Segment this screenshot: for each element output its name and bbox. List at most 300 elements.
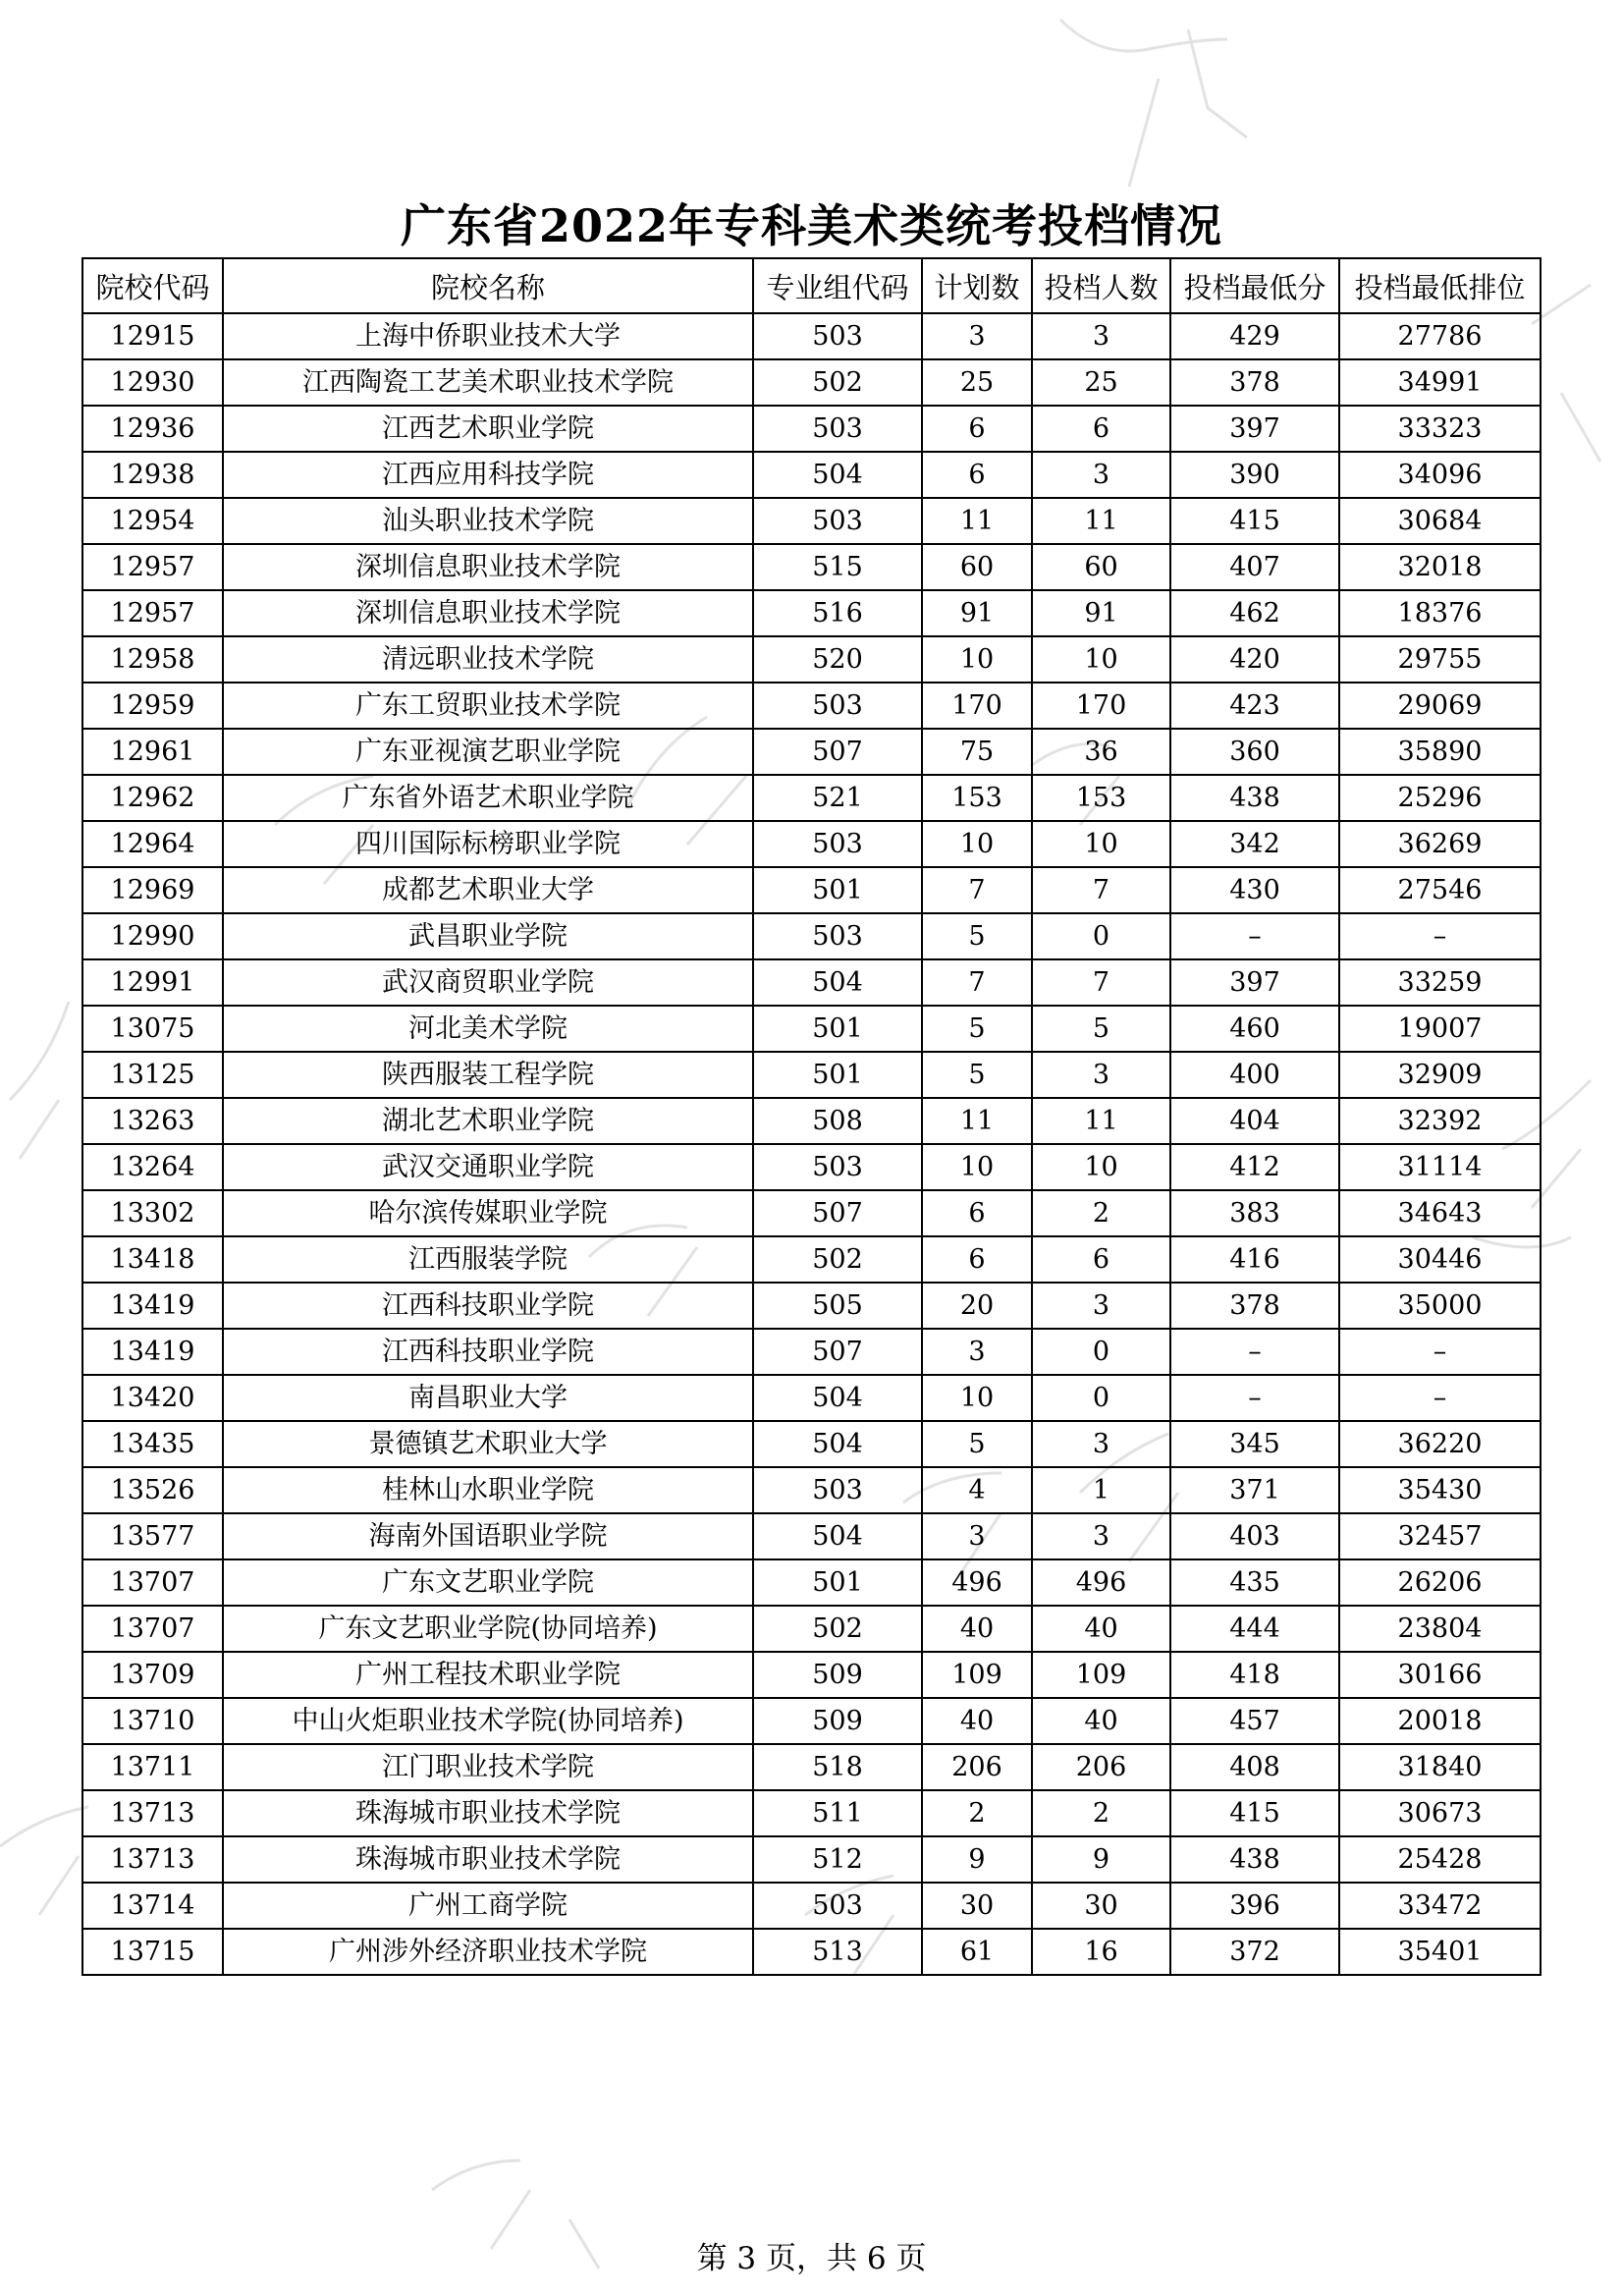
min-rank: 33323 <box>1339 406 1541 452</box>
group-code: 503 <box>753 1144 922 1190</box>
admitted-count: 11 <box>1032 498 1170 544</box>
admitted-count: 11 <box>1032 1098 1170 1144</box>
page-footer: 第 3 页，共 6 页 <box>696 2241 927 2276</box>
plan-count: 10 <box>922 821 1032 867</box>
school-name: 深圳信息职业技术学院 <box>223 590 753 636</box>
plan-count: 6 <box>922 1236 1032 1283</box>
plan-count: 170 <box>922 683 1032 729</box>
min-rank: – <box>1339 913 1541 959</box>
table-row <box>82 1513 1541 1559</box>
admitted-count: 40 <box>1032 1606 1170 1652</box>
school-code: 12954 <box>82 498 223 544</box>
group-code: 505 <box>753 1283 922 1329</box>
plan-count: 75 <box>922 729 1032 775</box>
header-min-score: 投档最低分 <box>1170 258 1339 313</box>
admitted-count: 153 <box>1032 775 1170 821</box>
min-score: 403 <box>1170 1513 1339 1559</box>
plan-count: 10 <box>922 636 1032 683</box>
school-code: 13713 <box>82 1836 223 1883</box>
min-score: 372 <box>1170 1929 1339 1975</box>
plan-count: 7 <box>922 867 1032 913</box>
admitted-count: 3 <box>1032 1513 1170 1559</box>
min-rank: 32909 <box>1339 1052 1541 1098</box>
plan-count: 91 <box>922 590 1032 636</box>
min-score: 342 <box>1170 821 1339 867</box>
min-score: – <box>1170 1375 1339 1421</box>
school-name: 江西科技职业学院 <box>223 1329 753 1375</box>
table-row <box>82 729 1541 775</box>
school-code: 13526 <box>82 1467 223 1513</box>
school-code: 13707 <box>82 1606 223 1652</box>
min-score: 397 <box>1170 406 1339 452</box>
min-rank: 35401 <box>1339 1929 1541 1975</box>
min-rank: 31114 <box>1339 1144 1541 1190</box>
plan-count: 2 <box>922 1790 1032 1836</box>
school-code: 12930 <box>82 359 223 406</box>
min-score: 408 <box>1170 1744 1339 1790</box>
table-body <box>82 313 1541 1975</box>
min-score: 378 <box>1170 359 1339 406</box>
plan-count: 3 <box>922 313 1032 359</box>
school-name: 成都艺术职业大学 <box>223 867 753 913</box>
group-code: 509 <box>753 1698 922 1744</box>
school-code: 13075 <box>82 1006 223 1052</box>
plan-count: 3 <box>922 1329 1032 1375</box>
min-score: 460 <box>1170 1006 1339 1052</box>
table-row <box>82 1467 1541 1513</box>
group-code: 515 <box>753 544 922 590</box>
school-code: 12990 <box>82 913 223 959</box>
school-name: 清远职业技术学院 <box>223 636 753 683</box>
min-rank: 30684 <box>1339 498 1541 544</box>
min-rank: 32018 <box>1339 544 1541 590</box>
group-code: 501 <box>753 1559 922 1606</box>
min-score: – <box>1170 913 1339 959</box>
table-row <box>82 498 1541 544</box>
table-row <box>82 359 1541 406</box>
school-code: 13419 <box>82 1329 223 1375</box>
school-name: 湖北艺术职业学院 <box>223 1098 753 1144</box>
admitted-count: 496 <box>1032 1559 1170 1606</box>
min-score: 404 <box>1170 1098 1339 1144</box>
school-code: 12991 <box>82 959 223 1006</box>
school-code: 12958 <box>82 636 223 683</box>
min-rank: 32457 <box>1339 1513 1541 1559</box>
header-school-name: 院校名称 <box>223 258 753 313</box>
min-rank: 36269 <box>1339 821 1541 867</box>
group-code: 507 <box>753 729 922 775</box>
min-score: 407 <box>1170 544 1339 590</box>
group-code: 501 <box>753 867 922 913</box>
plan-count: 6 <box>922 452 1032 498</box>
admitted-count: 6 <box>1032 406 1170 452</box>
min-score: 383 <box>1170 1190 1339 1236</box>
plan-count: 496 <box>922 1559 1032 1606</box>
plan-count: 6 <box>922 406 1032 452</box>
group-code: 502 <box>753 359 922 406</box>
table-row <box>82 1652 1541 1698</box>
school-name: 江西艺术职业学院 <box>223 406 753 452</box>
table-row <box>82 1421 1541 1467</box>
min-rank: – <box>1339 1375 1541 1421</box>
admitted-count: 5 <box>1032 1006 1170 1052</box>
group-code: 501 <box>753 1052 922 1098</box>
min-rank: 36220 <box>1339 1421 1541 1467</box>
group-code: 503 <box>753 683 922 729</box>
group-code: 507 <box>753 1190 922 1236</box>
school-name: 广州工商学院 <box>223 1883 753 1929</box>
school-name: 江门职业技术学院 <box>223 1744 753 1790</box>
school-code: 12957 <box>82 544 223 590</box>
min-score: 345 <box>1170 1421 1339 1467</box>
page-title: 广东省2022年专科美术类统考投档情况 <box>400 199 1223 252</box>
admitted-count: 2 <box>1032 1190 1170 1236</box>
school-name: 南昌职业大学 <box>223 1375 753 1421</box>
school-name: 海南外国语职业学院 <box>223 1513 753 1559</box>
group-code: 504 <box>753 1421 922 1467</box>
table-row <box>82 1559 1541 1606</box>
group-code: 518 <box>753 1744 922 1790</box>
plan-count: 25 <box>922 359 1032 406</box>
table-row <box>82 1929 1541 1975</box>
group-code: 503 <box>753 1467 922 1513</box>
school-name: 广东省外语艺术职业学院 <box>223 775 753 821</box>
table-row <box>82 452 1541 498</box>
admitted-count: 109 <box>1032 1652 1170 1698</box>
school-name: 广东文艺职业学院 <box>223 1559 753 1606</box>
min-rank: 30673 <box>1339 1790 1541 1836</box>
school-name: 河北美术学院 <box>223 1006 753 1052</box>
table-row <box>82 590 1541 636</box>
table-row <box>82 775 1541 821</box>
plan-count: 5 <box>922 1052 1032 1098</box>
school-name: 广州涉外经济职业技术学院 <box>223 1929 753 1975</box>
admitted-count: 60 <box>1032 544 1170 590</box>
min-score: 415 <box>1170 498 1339 544</box>
school-code: 12964 <box>82 821 223 867</box>
table-header-row <box>82 258 1541 313</box>
group-code: 513 <box>753 1929 922 1975</box>
group-code: 502 <box>753 1236 922 1283</box>
min-score: 462 <box>1170 590 1339 636</box>
min-score: 444 <box>1170 1606 1339 1652</box>
min-rank: 20018 <box>1339 1698 1541 1744</box>
admitted-count: 3 <box>1032 313 1170 359</box>
min-rank: 23804 <box>1339 1606 1541 1652</box>
plan-count: 40 <box>922 1606 1032 1652</box>
admitted-count: 6 <box>1032 1236 1170 1283</box>
table-row <box>82 1098 1541 1144</box>
min-rank: 30166 <box>1339 1652 1541 1698</box>
min-score: 416 <box>1170 1236 1339 1283</box>
group-code: 508 <box>753 1098 922 1144</box>
min-rank: 19007 <box>1339 1006 1541 1052</box>
min-rank: 29755 <box>1339 636 1541 683</box>
table-row <box>82 1144 1541 1190</box>
min-rank: 27786 <box>1339 313 1541 359</box>
table-row <box>82 1190 1541 1236</box>
min-score: – <box>1170 1329 1339 1375</box>
min-rank: 33259 <box>1339 959 1541 1006</box>
plan-count: 11 <box>922 498 1032 544</box>
school-code: 13709 <box>82 1652 223 1698</box>
admitted-count: 30 <box>1032 1883 1170 1929</box>
min-rank: 18376 <box>1339 590 1541 636</box>
min-score: 430 <box>1170 867 1339 913</box>
table-row <box>82 1836 1541 1883</box>
plan-count: 10 <box>922 1375 1032 1421</box>
school-name: 广东亚视演艺职业学院 <box>223 729 753 775</box>
table-row <box>82 683 1541 729</box>
min-score: 390 <box>1170 452 1339 498</box>
min-score: 429 <box>1170 313 1339 359</box>
admitted-count: 7 <box>1032 959 1170 1006</box>
admitted-count: 25 <box>1032 359 1170 406</box>
plan-count: 60 <box>922 544 1032 590</box>
admitted-count: 0 <box>1032 1375 1170 1421</box>
min-rank: 26206 <box>1339 1559 1541 1606</box>
admission-table <box>81 257 1542 1976</box>
admitted-count: 10 <box>1032 1144 1170 1190</box>
school-code: 13419 <box>82 1283 223 1329</box>
admitted-count: 10 <box>1032 636 1170 683</box>
school-code: 12936 <box>82 406 223 452</box>
min-score: 423 <box>1170 683 1339 729</box>
table-row <box>82 1790 1541 1836</box>
plan-count: 5 <box>922 1006 1032 1052</box>
school-name: 江西陶瓷工艺美术职业技术学院 <box>223 359 753 406</box>
school-code: 12959 <box>82 683 223 729</box>
table-row <box>82 1698 1541 1744</box>
min-score: 400 <box>1170 1052 1339 1098</box>
school-name: 武汉商贸职业学院 <box>223 959 753 1006</box>
min-score: 415 <box>1170 1790 1339 1836</box>
admitted-count: 206 <box>1032 1744 1170 1790</box>
group-code: 509 <box>753 1652 922 1698</box>
school-name: 武昌职业学院 <box>223 913 753 959</box>
plan-count: 30 <box>922 1883 1032 1929</box>
group-code: 504 <box>753 959 922 1006</box>
admitted-count: 91 <box>1032 590 1170 636</box>
table-row <box>82 1883 1541 1929</box>
admitted-count: 9 <box>1032 1836 1170 1883</box>
school-code: 13263 <box>82 1098 223 1144</box>
school-name: 景德镇艺术职业大学 <box>223 1421 753 1467</box>
header-admitted-count: 投档人数 <box>1032 258 1170 313</box>
plan-count: 61 <box>922 1929 1032 1975</box>
group-code: 503 <box>753 313 922 359</box>
table-row <box>82 913 1541 959</box>
plan-count: 109 <box>922 1652 1032 1698</box>
admitted-count: 0 <box>1032 1329 1170 1375</box>
plan-count: 40 <box>922 1698 1032 1744</box>
min-rank: 29069 <box>1339 683 1541 729</box>
table-row <box>82 1744 1541 1790</box>
admitted-count: 3 <box>1032 1283 1170 1329</box>
school-name: 广州工程技术职业学院 <box>223 1652 753 1698</box>
plan-count: 9 <box>922 1836 1032 1883</box>
table-row <box>82 544 1541 590</box>
school-code: 13264 <box>82 1144 223 1190</box>
group-code: 502 <box>753 1606 922 1652</box>
header-plan-count: 计划数 <box>922 258 1032 313</box>
min-score: 396 <box>1170 1883 1339 1929</box>
school-code: 12938 <box>82 452 223 498</box>
group-code: 503 <box>753 913 922 959</box>
min-rank: 33472 <box>1339 1883 1541 1929</box>
school-code: 12961 <box>82 729 223 775</box>
min-rank: 35890 <box>1339 729 1541 775</box>
min-rank: 34643 <box>1339 1190 1541 1236</box>
min-rank: 25428 <box>1339 1836 1541 1883</box>
min-rank: 31840 <box>1339 1744 1541 1790</box>
table-row <box>82 1329 1541 1375</box>
group-code: 512 <box>753 1836 922 1883</box>
min-score: 378 <box>1170 1283 1339 1329</box>
min-score: 438 <box>1170 775 1339 821</box>
school-code: 12957 <box>82 590 223 636</box>
school-name: 广东文艺职业学院(协同培养) <box>223 1606 753 1652</box>
min-rank: 27546 <box>1339 867 1541 913</box>
table-row <box>82 1606 1541 1652</box>
school-code: 12962 <box>82 775 223 821</box>
group-code: 504 <box>753 1375 922 1421</box>
min-score: 418 <box>1170 1652 1339 1698</box>
min-rank: 25296 <box>1339 775 1541 821</box>
plan-count: 3 <box>922 1513 1032 1559</box>
header-school-code: 院校代码 <box>82 258 223 313</box>
group-code: 503 <box>753 498 922 544</box>
plan-count: 6 <box>922 1190 1032 1236</box>
admitted-count: 3 <box>1032 1052 1170 1098</box>
group-code: 504 <box>753 452 922 498</box>
group-code: 511 <box>753 1790 922 1836</box>
min-score: 438 <box>1170 1836 1339 1883</box>
school-code: 13714 <box>82 1883 223 1929</box>
min-score: 371 <box>1170 1467 1339 1513</box>
school-code: 13707 <box>82 1559 223 1606</box>
plan-count: 11 <box>922 1098 1032 1144</box>
table-row <box>82 636 1541 683</box>
school-name: 汕头职业技术学院 <box>223 498 753 544</box>
school-name: 四川国际标榜职业学院 <box>223 821 753 867</box>
school-name: 陕西服装工程学院 <box>223 1052 753 1098</box>
min-rank: 35000 <box>1339 1283 1541 1329</box>
admitted-count: 16 <box>1032 1929 1170 1975</box>
table-row <box>82 1375 1541 1421</box>
school-name: 深圳信息职业技术学院 <box>223 544 753 590</box>
table-row <box>82 1052 1541 1098</box>
table-row <box>82 1006 1541 1052</box>
school-code: 13711 <box>82 1744 223 1790</box>
group-code: 501 <box>753 1006 922 1052</box>
plan-count: 5 <box>922 913 1032 959</box>
group-code: 507 <box>753 1329 922 1375</box>
plan-count: 4 <box>922 1467 1032 1513</box>
min-rank: 35430 <box>1339 1467 1541 1513</box>
group-code: 516 <box>753 590 922 636</box>
admitted-count: 10 <box>1032 821 1170 867</box>
min-score: 412 <box>1170 1144 1339 1190</box>
school-name: 江西科技职业学院 <box>223 1283 753 1329</box>
plan-count: 20 <box>922 1283 1032 1329</box>
table-row <box>82 1236 1541 1283</box>
plan-count: 7 <box>922 959 1032 1006</box>
min-score: 435 <box>1170 1559 1339 1606</box>
table-row <box>82 867 1541 913</box>
admitted-count: 7 <box>1032 867 1170 913</box>
school-code: 13577 <box>82 1513 223 1559</box>
school-code: 12969 <box>82 867 223 913</box>
group-code: 504 <box>753 1513 922 1559</box>
min-rank: 34991 <box>1339 359 1541 406</box>
min-rank: 30446 <box>1339 1236 1541 1283</box>
group-code: 503 <box>753 1883 922 1929</box>
admitted-count: 3 <box>1032 452 1170 498</box>
school-code: 13302 <box>82 1190 223 1236</box>
min-rank: 34096 <box>1339 452 1541 498</box>
plan-count: 206 <box>922 1744 1032 1790</box>
table-row <box>82 1283 1541 1329</box>
school-code: 13418 <box>82 1236 223 1283</box>
school-name: 武汉交通职业学院 <box>223 1144 753 1190</box>
admitted-count: 36 <box>1032 729 1170 775</box>
group-code: 521 <box>753 775 922 821</box>
school-name: 哈尔滨传媒职业学院 <box>223 1190 753 1236</box>
admitted-count: 1 <box>1032 1467 1170 1513</box>
school-code: 13710 <box>82 1698 223 1744</box>
admitted-count: 3 <box>1032 1421 1170 1467</box>
school-name: 广东工贸职业技术学院 <box>223 683 753 729</box>
school-name: 中山火炬职业技术学院(协同培养) <box>223 1698 753 1744</box>
admitted-count: 170 <box>1032 683 1170 729</box>
min-score: 420 <box>1170 636 1339 683</box>
school-name: 珠海城市职业技术学院 <box>223 1790 753 1836</box>
plan-count: 5 <box>922 1421 1032 1467</box>
plan-count: 153 <box>922 775 1032 821</box>
admitted-count: 0 <box>1032 913 1170 959</box>
school-code: 13125 <box>82 1052 223 1098</box>
school-code: 13715 <box>82 1929 223 1975</box>
school-name: 江西应用科技学院 <box>223 452 753 498</box>
min-score: 397 <box>1170 959 1339 1006</box>
min-score: 360 <box>1170 729 1339 775</box>
school-code: 13713 <box>82 1790 223 1836</box>
table-row <box>82 313 1541 359</box>
table-row <box>82 406 1541 452</box>
group-code: 503 <box>753 406 922 452</box>
school-name: 江西服装学院 <box>223 1236 753 1283</box>
admitted-count: 2 <box>1032 1790 1170 1836</box>
header-group-code: 专业组代码 <box>753 258 922 313</box>
plan-count: 10 <box>922 1144 1032 1190</box>
min-score: 457 <box>1170 1698 1339 1744</box>
school-code: 13420 <box>82 1375 223 1421</box>
school-name: 上海中侨职业技术大学 <box>223 313 753 359</box>
school-name: 桂林山水职业学院 <box>223 1467 753 1513</box>
group-code: 503 <box>753 821 922 867</box>
admitted-count: 40 <box>1032 1698 1170 1744</box>
min-rank: – <box>1339 1329 1541 1375</box>
group-code: 520 <box>753 636 922 683</box>
table-row <box>82 821 1541 867</box>
school-code: 13435 <box>82 1421 223 1467</box>
header-min-rank: 投档最低排位 <box>1339 258 1541 313</box>
min-rank: 32392 <box>1339 1098 1541 1144</box>
school-name: 珠海城市职业技术学院 <box>223 1836 753 1883</box>
table-row <box>82 959 1541 1006</box>
school-code: 12915 <box>82 313 223 359</box>
